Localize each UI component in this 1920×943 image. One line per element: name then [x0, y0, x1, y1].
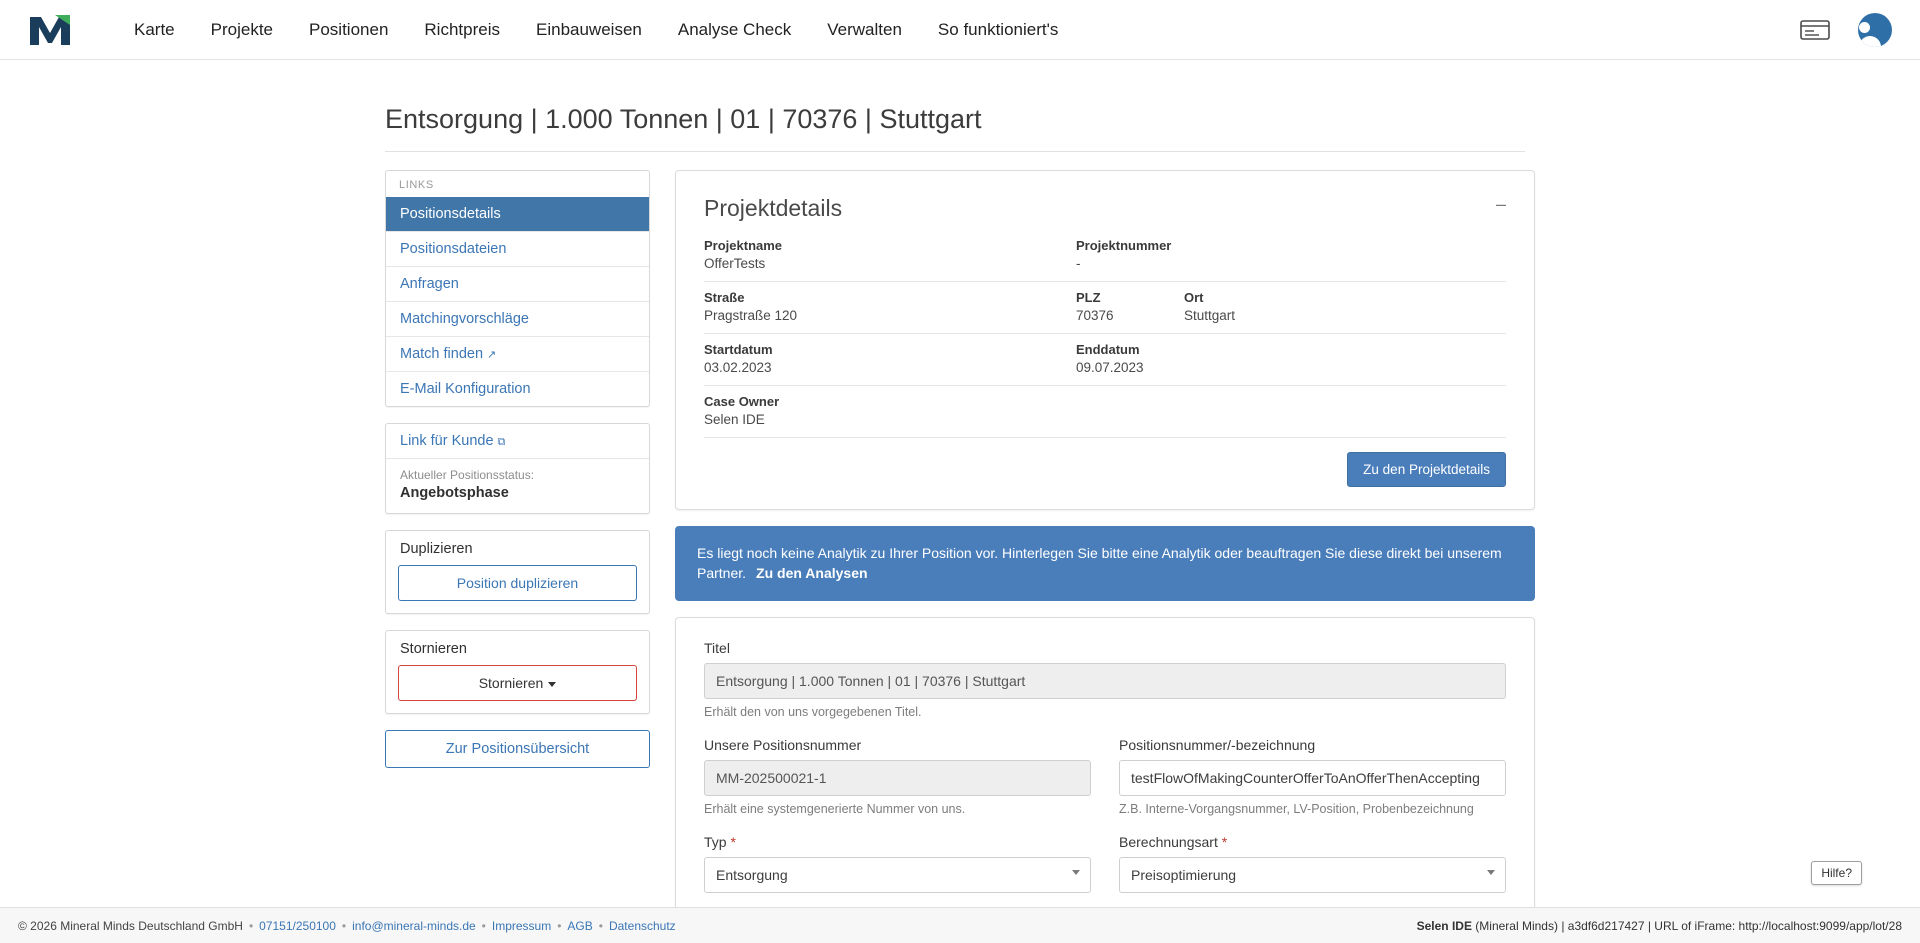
detail-label-case-owner: Case Owner [704, 394, 780, 409]
links-panel-label: LINKS [399, 179, 434, 191]
detail-value-ort: Stuttgart [1184, 308, 1236, 323]
footer [0, 907, 1920, 943]
sidebar-item-match-finden-label: Match finden [400, 346, 484, 362]
cancel-dropdown-label: Stornieren [478, 675, 544, 691]
label-titel: Titel [704, 639, 730, 656]
detail-label-ort: Ort [1184, 290, 1204, 305]
detail-cell-enddatum [1076, 342, 1162, 375]
logo-svg [28, 13, 72, 47]
required-marker-typ: * [730, 833, 736, 850]
detail-value-projektname: OfferTests [704, 256, 766, 271]
detail-label-startdatum: Startdatum [704, 342, 773, 357]
detail-cell-ort [1184, 290, 1253, 323]
mineral-minds-logo-icon[interactable] [28, 12, 72, 48]
id-card-svg [1800, 19, 1830, 41]
field-row-type [704, 834, 1506, 911]
detail-label-enddatum: Enddatum [1076, 342, 1140, 357]
avatar-head [1859, 22, 1870, 33]
position-form-card [675, 617, 1535, 916]
copy-icon[interactable]: ⧉ [497, 436, 506, 448]
nav-item-richtpreis[interactable]: Richtpreis [424, 19, 500, 39]
sidebar-item-positionsdetails[interactable]: Positionsdetails [386, 197, 649, 231]
sidebar-item-positionsdateien[interactable]: Positionsdateien [386, 231, 649, 266]
footer-copyright: © 2026 Mineral Minds Deutschland GmbH [18, 918, 243, 933]
label-positionsnummer-bezeichnung: Positionsnummer/-bezeichnung [1119, 736, 1316, 753]
links-panel [385, 170, 650, 407]
detail-value-strasse: Pragstraße 120 [704, 308, 798, 323]
avatar[interactable] [1858, 13, 1892, 47]
typ-select-wrap [704, 857, 1091, 893]
berechnungsart-select-wrap [1119, 857, 1506, 893]
cancel-dropdown-button[interactable] [398, 665, 637, 701]
unsere-positionsnummer-input[interactable] [704, 760, 1091, 796]
footer-sep-3: • [481, 918, 486, 933]
detail-value-projektnummer: - [1076, 256, 1081, 271]
footer-phone-link[interactable]: 07151/250100 [259, 918, 336, 933]
cancel-panel [385, 630, 650, 714]
detail-label-plz: PLZ [1076, 290, 1101, 305]
detail-cell-plz [1076, 290, 1184, 323]
label-typ-text: Typ [704, 833, 727, 850]
footer-session-rest: (Mineral Minds) | a3df6d217427 | URL of iFrame: http://localhost:9099/app/lot/28 [1475, 918, 1902, 933]
top-navigation-bar [0, 0, 1920, 60]
hint-titel: Erhält den von uns vorgegebenen Titel. [704, 704, 922, 719]
label-berechnungsart-text: Berechnungsart [1119, 833, 1218, 850]
sidebar-item-match-finden[interactable] [386, 336, 649, 371]
nav-item-so-funktionierts[interactable]: So funktioniert's [937, 19, 1059, 39]
berechnungsart-select[interactable] [1119, 857, 1506, 893]
project-details-rows [676, 230, 1534, 448]
detail-value-plz: 70376 [1076, 308, 1114, 323]
hint-positionsnummer-bezeichnung: Z.B. Interne-Vorgangsnummer, LV-Position, Probenbezeichnung [1119, 801, 1474, 816]
nav-item-verwalten[interactable]: Verwalten [827, 19, 902, 39]
duplicate-panel [385, 530, 650, 614]
id-card-icon[interactable] [1798, 17, 1832, 43]
page-title: Entsorgung | 1.000 Tonnen | 01 | 70376 | Stuttgart [385, 60, 1525, 152]
main-column [675, 170, 1535, 932]
detail-value-case-owner: Selen IDE [704, 412, 765, 427]
position-status-block [386, 458, 649, 513]
footer-session-info [1417, 919, 1902, 933]
detail-cell-projektname [704, 238, 1076, 271]
customer-link-panel [385, 423, 650, 514]
field-titel [704, 640, 1506, 719]
footer-sep-1: • [248, 918, 254, 933]
collapse-toggle-icon[interactable]: – [1495, 194, 1506, 214]
duplicate-position-button[interactable]: Position duplizieren [398, 565, 637, 601]
footer-sep-4: • [557, 918, 562, 933]
nav-right-actions [1798, 13, 1892, 47]
duplicate-heading: Duplizieren [400, 541, 473, 557]
label-typ [704, 834, 1091, 850]
positionsnummer-bezeichnung-input[interactable] [1119, 760, 1506, 796]
detail-cell-projektnummer [1076, 238, 1189, 271]
label-berechnungsart [1119, 834, 1506, 850]
field-positionsnummer-bezeichnung [1119, 737, 1506, 816]
customer-link[interactable] [386, 424, 649, 458]
titel-input[interactable] [704, 663, 1506, 699]
project-details-header [676, 171, 1534, 230]
footer-email-link[interactable]: info@mineral-minds.de [352, 918, 476, 933]
detail-row-address [704, 282, 1506, 334]
footer-session-user: Selen IDE [1416, 918, 1472, 933]
nav-item-analyse-check[interactable]: Analyse Check [677, 19, 792, 39]
detail-value-enddatum: 09.07.2023 [1076, 360, 1144, 375]
external-link-icon: ↗ [487, 349, 497, 361]
cancel-heading: Stornieren [400, 641, 467, 657]
required-marker-berechnungsart: * [1221, 833, 1228, 850]
sidebar-item-anfragen[interactable]: Anfragen [386, 266, 649, 301]
project-details-title: Projektdetails [704, 195, 843, 221]
nav-item-einbauweisen[interactable]: Einbauweisen [536, 19, 642, 39]
detail-row-dates [704, 334, 1506, 386]
nav-item-positionen[interactable]: Positionen [309, 19, 389, 39]
detail-cell-case-owner [704, 394, 1076, 427]
position-status-label: Aktueller Positionsstatus: [400, 468, 535, 482]
field-row-numbers [704, 737, 1506, 834]
content-columns [385, 170, 1535, 932]
analytics-alert-link[interactable]: Zu den Analysen [756, 565, 868, 582]
nav-items [116, 12, 1076, 48]
hint-unsere-positionsnummer: Erhält eine systemgenerierte Nummer von uns. [704, 801, 966, 816]
project-details-card [675, 170, 1535, 510]
project-details-actions [676, 448, 1534, 509]
detail-label-projektnummer: Projektnummer [1076, 238, 1172, 253]
footer-sep-2: • [341, 918, 347, 933]
label-unsere-positionsnummer: Unsere Positionsnummer [704, 736, 862, 753]
detail-label-strasse: Straße [704, 290, 745, 305]
chevron-down-icon [548, 682, 556, 687]
left-rail [385, 170, 650, 768]
analytics-alert [675, 526, 1535, 601]
help-bubble[interactable]: Hilfe? [1811, 861, 1862, 885]
field-unsere-positionsnummer [704, 737, 1091, 816]
position-overview-button[interactable]: Zur Positionsübersicht [385, 730, 650, 768]
detail-label-projektname: Projektname [704, 238, 783, 253]
detail-row-project [704, 230, 1506, 282]
footer-sep-5: • [598, 918, 603, 933]
detail-cell-strasse [704, 290, 1076, 323]
analytics-alert-text: Es liegt noch keine Analytik zu Ihrer Position vor. Hinterlegen Sie bitte eine Analytik oder beauftragen Sie diese direkt bei unserem Partner. [697, 545, 1502, 582]
nav-item-projekte[interactable]: Projekte [210, 19, 274, 39]
detail-row-case-owner [704, 386, 1506, 438]
field-berechnungsart [1119, 834, 1506, 893]
detail-value-startdatum: 03.02.2023 [704, 360, 772, 375]
typ-select[interactable] [704, 857, 1091, 893]
detail-cell-startdatum [704, 342, 1076, 375]
position-status-value: Angebotsphase [400, 485, 509, 501]
avatar-body [1859, 36, 1881, 47]
footer-link-datenschutz[interactable]: Datenschutz [608, 918, 676, 933]
nav-item-karte[interactable]: Karte [134, 19, 175, 39]
sidebar-item-email-konfiguration[interactable]: E-Mail Konfiguration [386, 371, 649, 406]
sidebar-item-matchingvorschlaege[interactable]: Matchingvorschläge [386, 301, 649, 336]
go-to-project-details-button[interactable]: Zu den Projektdetails [1347, 452, 1506, 487]
footer-link-impressum[interactable]: Impressum [491, 918, 552, 933]
field-typ [704, 834, 1091, 893]
footer-link-agb[interactable]: AGB [567, 918, 593, 933]
customer-link-label: Link für Kunde [400, 433, 494, 449]
page-content [0, 60, 1920, 943]
